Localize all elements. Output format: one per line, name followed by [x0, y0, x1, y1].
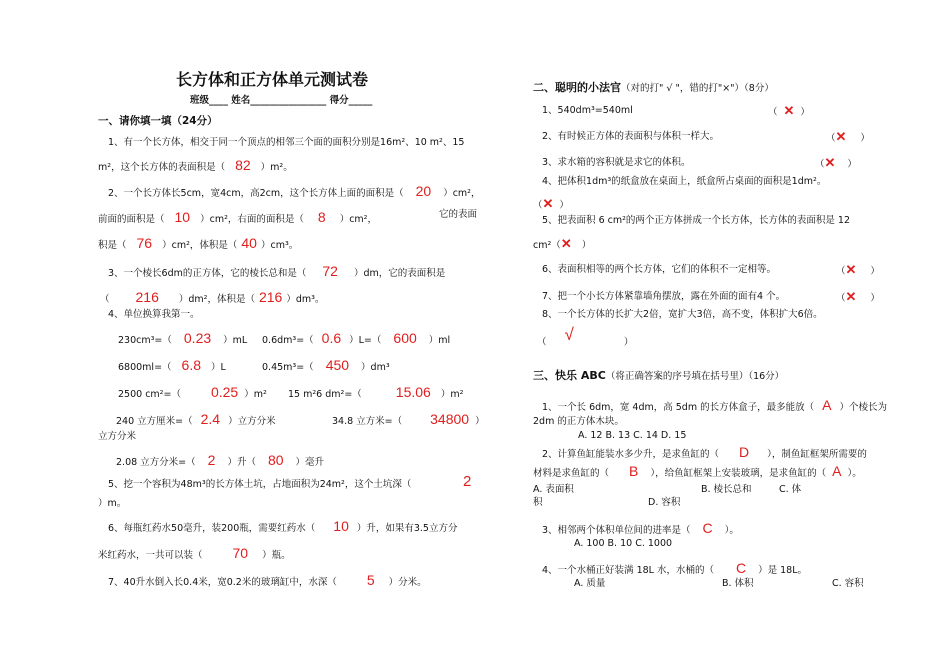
s1-q6-text-3: 米红药水，一共可以装（	[98, 550, 203, 561]
s2-q6-cross-icon: ✕	[845, 262, 857, 277]
conv-7-unit: ）立方分米	[228, 416, 276, 427]
conv-1-text: 230cm³=（	[118, 335, 172, 346]
s1-q6-line2	[98, 546, 291, 561]
s1-q3-text: 3、一个棱长6dm的正方体，它的棱长总和是（	[108, 268, 307, 279]
s1-q2-surface-label: 积是（	[98, 240, 127, 251]
s1-q1-unit: ）m²。	[260, 162, 293, 173]
s2-q8-rp: ）	[623, 337, 634, 348]
s1-q7-text: 7、40升水倒入长0.4米，宽0.2米的玻璃缸中，水深（	[108, 577, 337, 588]
s1-q2-right-label: ）cm²，右面的面积是（	[200, 214, 304, 225]
conv-7-text: 240 立方厘米=（	[116, 416, 193, 427]
s2-q4-bracket	[533, 197, 569, 211]
conv-7-answer: 2.4	[200, 411, 221, 427]
s2-q4-cross-icon: ✕	[542, 196, 554, 211]
s1-q2-right-unit: ）cm²，	[339, 214, 377, 225]
s1-q2-answer-front: 10	[174, 209, 191, 225]
s1-q3-line2	[100, 290, 324, 305]
conv-5-unit: ）m²	[244, 389, 267, 400]
section-2-title: 二、聪明的小法官	[533, 81, 621, 94]
s3-q2-text-4: ），给鱼缸框架上安装玻璃，是求鱼缸的（	[650, 468, 827, 479]
section-3-title: 三、快乐 ABC	[533, 369, 606, 382]
conv-8-text: 34.8 立方米=（	[332, 416, 403, 427]
conv-3-unit: ）L	[211, 362, 226, 373]
conv-4-text: 0.45m³=（	[262, 362, 314, 373]
conv-5-text: 2500 cm²=（	[118, 389, 181, 400]
s2-q1-rp: ）	[800, 107, 810, 118]
conv-8	[332, 412, 485, 427]
s2-q6-text: 6、表面积相等的两个长方体，它们的体积不一定相等。	[542, 264, 777, 275]
s3-q1-line2: 2dm 的正方体木块。	[533, 416, 624, 427]
section-2-heading	[533, 82, 774, 94]
s3-q2-answer-1: D	[739, 444, 750, 460]
conv-9-unit: ）毫升	[295, 457, 325, 468]
s1-q1-answer: 82	[235, 157, 251, 173]
s2-q3-cross-icon: ✕	[824, 155, 836, 170]
s2-q7-rp: ）	[870, 293, 880, 304]
conv-9-answer-l: 2	[207, 452, 216, 468]
s2-q2-rp: ）	[860, 133, 870, 144]
s3-q2-line2	[533, 464, 862, 479]
s2-q2-text: 2、有时候正方体的表面积与体积一样大。	[542, 131, 720, 142]
s1-q2-front-label: 前面的面积是（	[98, 214, 165, 225]
s2-q1-cross-icon: ✕	[783, 103, 795, 118]
s2-q5-rp: ）	[581, 240, 592, 251]
s3-q2-line1	[542, 445, 867, 460]
s2-q2-lp: （	[826, 133, 836, 144]
conv-9	[116, 453, 324, 468]
s2-q3-lp: （	[815, 159, 825, 170]
s3-q3-line	[542, 521, 739, 536]
s1-q6-answer-l: 10	[333, 518, 349, 534]
s2-q8-bracket	[537, 325, 634, 348]
s3-q2-answer-2: B	[629, 463, 639, 479]
s3-q1-answer: A	[822, 397, 832, 413]
s1-q3-volume-label: ）dm²，体积是（	[178, 294, 255, 305]
s1-q5-line2: ）m。	[98, 498, 127, 509]
s2-q3-text: 3、求水箱的容积就是求它的体积。	[542, 157, 691, 168]
conv-2-unit: ）ml	[428, 335, 451, 346]
s2-q1-lp: （	[768, 107, 778, 118]
s2-q4-rp: ）	[559, 200, 569, 211]
s3-q2-opt-c-cont: 积	[533, 497, 543, 508]
s1-q2-continuation: 它的表面	[439, 209, 478, 220]
s1-q3-open: （	[100, 294, 110, 305]
conv-2-answer-ml: 600	[393, 330, 417, 346]
s1-q2-answer-top: 20	[415, 183, 432, 199]
s2-q6-bracket	[836, 263, 880, 277]
s3-q3-options: A. 100 B. 10 C. 1000	[574, 538, 673, 549]
s3-q4-opt-c: C. 容积	[832, 578, 864, 589]
conv-1-unit: ）mL	[223, 335, 248, 346]
s1-q3-line1	[108, 264, 445, 279]
s1-q7-unit: ）分米。	[388, 577, 427, 588]
s1-q6-text: 6、每瓶红药水50毫升，装200瓶，需要红药水（	[108, 523, 316, 534]
section-3-heading	[533, 370, 784, 382]
s1-q6-text-2: ）升，如果有3.5立方分	[356, 523, 458, 534]
s1-q2-answer-right: 8	[317, 209, 326, 225]
conv-8-answer: 34800	[430, 411, 470, 427]
s1-q2-line1	[108, 184, 480, 199]
s3-q2-text-5: ）。	[847, 468, 862, 479]
conv-4-answer: 450	[325, 357, 350, 373]
student-info-line: 班级____ 姓名________________ 得分_____	[190, 95, 373, 106]
conv-6-text: 15 m²6 dm²=（	[288, 389, 362, 400]
s3-q1-options: A. 12 B. 13 C. 14 D. 15	[578, 430, 687, 441]
conv-5	[118, 385, 267, 400]
s3-q1-line1	[542, 398, 887, 413]
s1-q6-unit: ）瓶。	[262, 550, 291, 561]
s3-q2-opt-d: D. 容积	[648, 497, 681, 508]
s3-q3-answer: C	[702, 520, 713, 536]
s2-q5-lp: （	[551, 240, 561, 251]
conv-2	[262, 331, 450, 346]
s1-q3-unit: ）dm，它的表面积是	[353, 268, 446, 279]
s3-q3-text: 3、相邻两个体积单位间的进率是（	[542, 525, 691, 536]
s1-q6-answer-bottles: 70	[232, 545, 249, 561]
s1-q2-line2	[98, 210, 377, 225]
conv-2-mid: ）L=（	[349, 335, 382, 346]
conv-3	[118, 358, 226, 373]
s2-q7-cross-icon: ✕	[845, 289, 857, 304]
conv-8-unit: 立方分米	[98, 431, 137, 442]
conv-4-unit: ）dm³	[361, 362, 390, 373]
section-1-heading: 一、请你填一填（24分）	[98, 115, 218, 127]
s2-q8-check-icon: √	[564, 325, 574, 344]
s1-q7-line	[108, 573, 427, 588]
conv-6	[288, 385, 463, 400]
s2-q7-lp: （	[836, 293, 846, 304]
s3-q2-answer-3: A	[832, 463, 842, 479]
s1-q7-answer: 5	[366, 572, 375, 588]
s1-q2-text: 2、一个长方体长5cm，宽4cm，高2cm，这个长方体上面的面积是（	[108, 188, 404, 199]
s2-q4-text: 4、把体积1dm³的纸盒放在桌面上，纸盒所占桌面的面积是1dm²。	[542, 176, 827, 187]
conv-2-text: 0.6dm³=（	[262, 335, 314, 346]
s1-q2-answer-volume: 40	[241, 235, 257, 251]
conv-9-text: 2.08 立方分米=（	[116, 457, 196, 468]
s2-q1-text: 1、540dm³=540ml	[542, 105, 633, 116]
s1-q3-answer-surface: 216	[135, 289, 159, 305]
s2-q5-unit: cm²	[533, 240, 552, 251]
s3-q1-text-2: ）个棱长为	[839, 402, 887, 413]
s2-q6-lp: （	[836, 266, 846, 277]
s1-q2-answer-surface: 76	[136, 235, 153, 251]
s3-q4-opt-a: A. 质量	[574, 578, 606, 589]
s2-q8-lp: （	[537, 337, 547, 348]
s1-q2-volume-unit: ）cm³。	[260, 240, 299, 251]
conv-1-answer: 0.23	[183, 330, 212, 346]
s1-q3-answer-volume: 216	[258, 289, 283, 305]
s3-q4-text: 4、一个水桶正好装满 18L 水，水桶的（	[542, 565, 714, 576]
s2-q7-text: 7、把一个小长方体紧靠墙角摆放，露在外面的面有4 个。	[542, 291, 786, 302]
s2-q1-bracket	[768, 104, 810, 118]
s2-q3-rp: ）	[847, 159, 857, 170]
s2-q2-cross-icon: ✕	[835, 129, 847, 144]
s3-q4-opt-b: B. 体积	[722, 578, 754, 589]
conv-1	[118, 331, 247, 346]
s2-q5-cross-icon: ✕	[560, 236, 572, 251]
s3-q2-opt-c: C. 体	[779, 484, 802, 495]
s2-q3-bracket	[815, 156, 857, 170]
s1-q3-answer-edges: 72	[322, 263, 338, 279]
page-title: 长方体和正方体单元测试卷	[176, 70, 369, 89]
s3-q3-text-2: ）。	[724, 525, 739, 536]
conv-7	[116, 412, 276, 427]
section-3-note: （将正确答案的序号填在括号里）（16分）	[605, 371, 785, 382]
s1-q2-line3	[98, 236, 298, 251]
conv-3-text: 6800ml=（	[118, 362, 172, 373]
s2-q5-text: 5、把表面积 6 cm²的两个正方体拼成一个长方体，长方体的表面积是 12	[542, 215, 851, 226]
conv-5-answer: 0.25	[210, 384, 239, 400]
s2-q5-line2	[533, 237, 591, 251]
conv-8-close: ）	[475, 416, 485, 427]
s1-q4-heading: 4、单位换算我第一。	[108, 309, 200, 320]
conv-9-answer-ml: 80	[267, 452, 284, 468]
s3-q1-text: 1、一个长 6dm，宽 4dm，高 5dm 的长方体盒子，最多能放（	[542, 402, 815, 413]
s3-q2-opt-a: A. 表面积	[533, 484, 574, 495]
s3-q2-text-2: ），制鱼缸框架所需要的	[767, 449, 867, 460]
conv-2-answer-l: 0.6	[321, 330, 342, 346]
conv-9-mid: ）升（	[227, 457, 256, 468]
s1-q2-volume-label: ）cm²，体积是（	[162, 240, 238, 251]
conv-6-answer: 15.06	[395, 384, 431, 400]
s2-q8-text: 8、一个长方体的长扩大2倍，宽扩大3倍，高不变，体积扩大6倍。	[542, 309, 823, 320]
s1-q2-unit: ）cm²，	[443, 188, 481, 199]
s3-q2-opt-b: B. 棱长总和	[701, 484, 752, 495]
s1-q6-line1	[108, 519, 457, 534]
s1-q5-line1: 5、挖一个容积为48m³的长方体土坑，占地面积为24m²，这个土坑深（	[108, 479, 412, 490]
conv-6-unit: ）m²	[440, 389, 464, 400]
conv-3-answer: 6.8	[181, 357, 201, 373]
s2-q7-bracket	[836, 290, 880, 304]
s2-q6-rp: ）	[870, 266, 880, 277]
s3-q2-text-3: 材料是求鱼缸的（	[533, 468, 610, 479]
s2-q2-bracket	[826, 130, 870, 144]
s1-q1-line1: 1、有一个长方体，相交于同一个顶点的相邻三个面的面积分别是16m²、10 m²、15	[108, 137, 465, 148]
s1-q5-answer: 2	[463, 473, 472, 490]
s1-q1-line2	[98, 158, 293, 173]
conv-4	[262, 358, 390, 373]
s3-q2-text: 2、计算鱼缸能装水多少升，是求鱼缸的（	[542, 449, 720, 460]
s3-q4-answer: C	[735, 560, 747, 576]
s1-q1-text: m²，这个长方体的表面积是（	[98, 162, 226, 173]
s2-q4-lp: （	[533, 200, 543, 211]
section-2-note: （对的打" √ "，错的打"×"）（8分）	[621, 83, 774, 94]
s1-q3-volume-unit: ）dm³。	[286, 294, 325, 305]
s3-q4-line	[542, 561, 807, 576]
s3-q4-text-2: ）是 18L。	[758, 565, 807, 576]
